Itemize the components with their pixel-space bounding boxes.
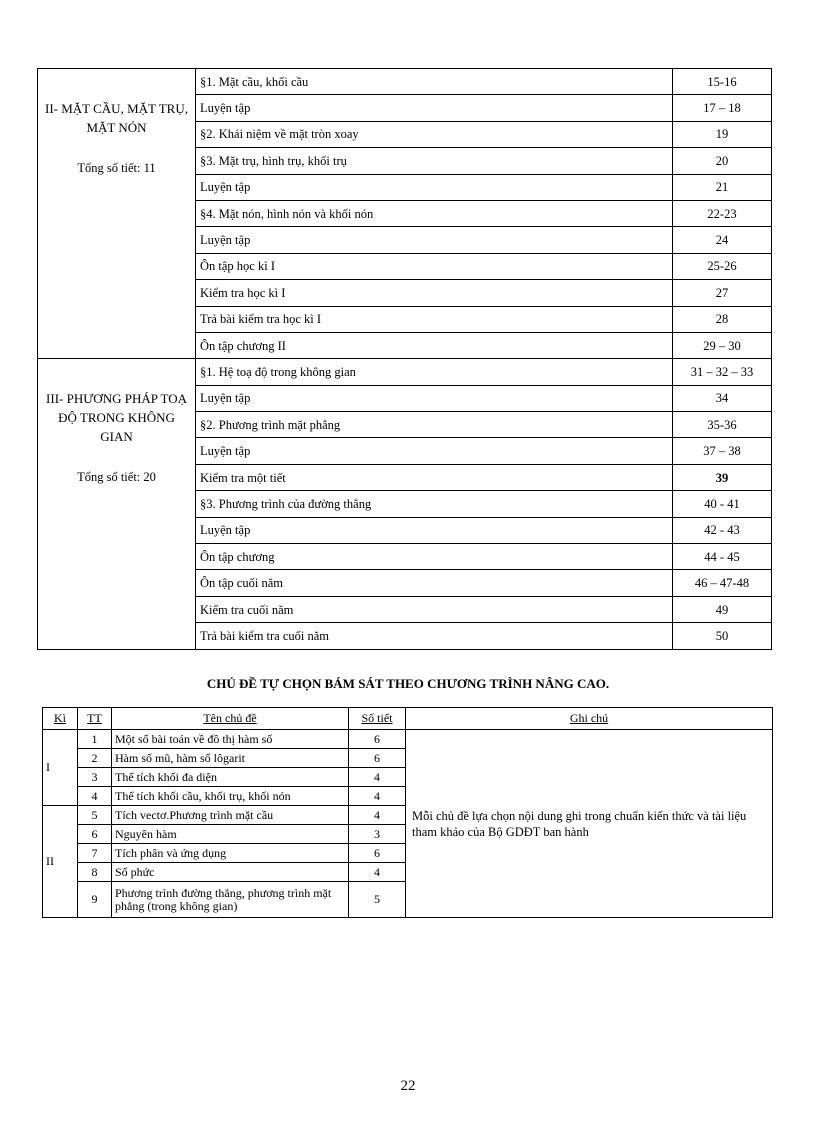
period-cell: 34 [673,385,772,411]
lesson-cell: Kiểm tra cuối năm [196,596,673,622]
note-cell: Mỗi chủ đề lựa chọn nội dung ghi trong chuẩn kiến thức và tài liệu tham khảo của Bộ GDĐT ban hành [406,730,773,918]
semester-cell: I [43,730,78,806]
topic-no: 3 [78,768,112,787]
topic-no: 2 [78,749,112,768]
lesson-cell: Kiểm tra học kì I [196,280,673,306]
topic-periods: 5 [349,882,406,918]
topic-name: Tích phân và ứng dụng [112,844,349,863]
lesson-cell: Trả bài kiểm tra cuối năm [196,623,673,649]
topic-periods: 3 [349,825,406,844]
topic-no: 7 [78,844,112,863]
period-cell: 40 - 41 [673,491,772,517]
chapter-3-title: III- PHƯƠNG PHÁP TOẠ ĐỘ TRONG KHÔNG GIAN [46,391,187,445]
lesson-cell: Ôn tập học kì I [196,253,673,279]
period-cell: 20 [673,148,772,174]
topic-name: Thể tích khối cầu, khối trụ, khối nón [112,787,349,806]
topic-periods: 4 [349,863,406,882]
topic-periods: 4 [349,787,406,806]
curriculum-table [37,68,772,650]
chapter-3-cell [38,359,196,649]
topic-name: Số phức [112,863,349,882]
lesson-cell: Luyện tập [196,517,673,543]
period-cell: 37 – 38 [673,438,772,464]
lesson-cell: §2. Khái niệm về mặt tròn xoay [196,121,673,147]
page-number: 22 [400,1078,416,1094]
lesson-cell: Luyện tập [196,385,673,411]
topic-name: Một số bài toán về đồ thị hàm số [112,730,349,749]
chapter-2-title: II- MẶT CẦU, MẶT TRỤ, MẶT NÓN [44,101,188,135]
header-semester: Kì [43,708,78,730]
lesson-cell: Luyện tập [196,438,673,464]
topic-no: 5 [78,806,112,825]
topic-periods: 4 [349,768,406,787]
period-cell: 28 [673,306,772,332]
period-cell: 25-26 [673,253,772,279]
period-cell: 50 [673,623,772,649]
lesson-cell: Ôn tập chương II [196,332,673,358]
period-cell: 46 – 47-48 [673,570,772,596]
period-cell: 19 [673,121,772,147]
period-cell: 22-23 [673,200,772,226]
period-cell: 39 [673,464,772,490]
period-cell: 27 [673,280,772,306]
period-cell: 24 [673,227,772,253]
period-cell: 49 [673,596,772,622]
topic-no: 8 [78,863,112,882]
elective-table [42,707,773,918]
header-note: Ghi chú [406,708,773,730]
topic-name: Tích vectơ.Phương trình mặt cầu [112,806,349,825]
header-no: TT [78,708,112,730]
lesson-cell: §2. Phương trình mặt phẳng [196,412,673,438]
topic-no: 4 [78,787,112,806]
topic-no: 9 [78,882,112,918]
chapter-2-cell [38,69,196,359]
period-cell: 15-16 [673,69,772,95]
lesson-cell: §3. Mặt trụ, hình trụ, khối trụ [196,148,673,174]
topic-no: 1 [78,730,112,749]
lesson-cell: Luyện tập [196,95,673,121]
lesson-cell: §3. Phương trình của đường thẳng [196,491,673,517]
topic-name: Phương trình đường thẳng, phương trình mặt phẳng (trong không gian) [112,882,349,918]
lesson-cell: Luyện tập [196,227,673,253]
topic-periods: 4 [349,806,406,825]
topic-periods: 6 [349,844,406,863]
period-cell: 21 [673,174,772,200]
topic-periods: 6 [349,730,406,749]
period-cell: 42 - 43 [673,517,772,543]
topic-no: 6 [78,825,112,844]
header-periods: Số tiết [349,708,406,730]
header-topic: Tên chủ đề [112,708,349,730]
period-cell: 29 – 30 [673,332,772,358]
lesson-cell: Trả bài kiểm tra học kì I [196,306,673,332]
lesson-cell: Ôn tập cuối năm [196,570,673,596]
period-cell: 31 – 32 – 33 [673,359,772,385]
chapter-2-total: Tổng số tiết: 11 [77,161,156,175]
topic-periods: 6 [349,749,406,768]
lesson-cell: §4. Mặt nón, hình nón và khối nón [196,200,673,226]
lesson-cell: Kiểm tra một tiết [196,464,673,490]
period-cell: 35-36 [673,412,772,438]
lesson-cell: Luyện tập [196,174,673,200]
elective-section-title: CHỦ ĐỀ TỰ CHỌN BÁM SÁT THEO CHƯƠNG TRÌNH NÂNG CAO. [206,676,610,691]
topic-name: Thể tích khối đa diện [112,768,349,787]
lesson-cell: §1. Mặt cầu, khối cầu [196,69,673,95]
lesson-cell: §1. Hệ toạ độ trong không gian [196,359,673,385]
period-cell: 17 – 18 [673,95,772,121]
period-cell: 44 - 45 [673,544,772,570]
semester-cell: II [43,806,78,918]
topic-name: Hàm số mũ, hàm số lôgarit [112,749,349,768]
topic-name: Nguyên hàm [112,825,349,844]
chapter-3-total: Tổng số tiết: 20 [77,470,156,485]
lesson-cell: Ôn tập chương [196,544,673,570]
